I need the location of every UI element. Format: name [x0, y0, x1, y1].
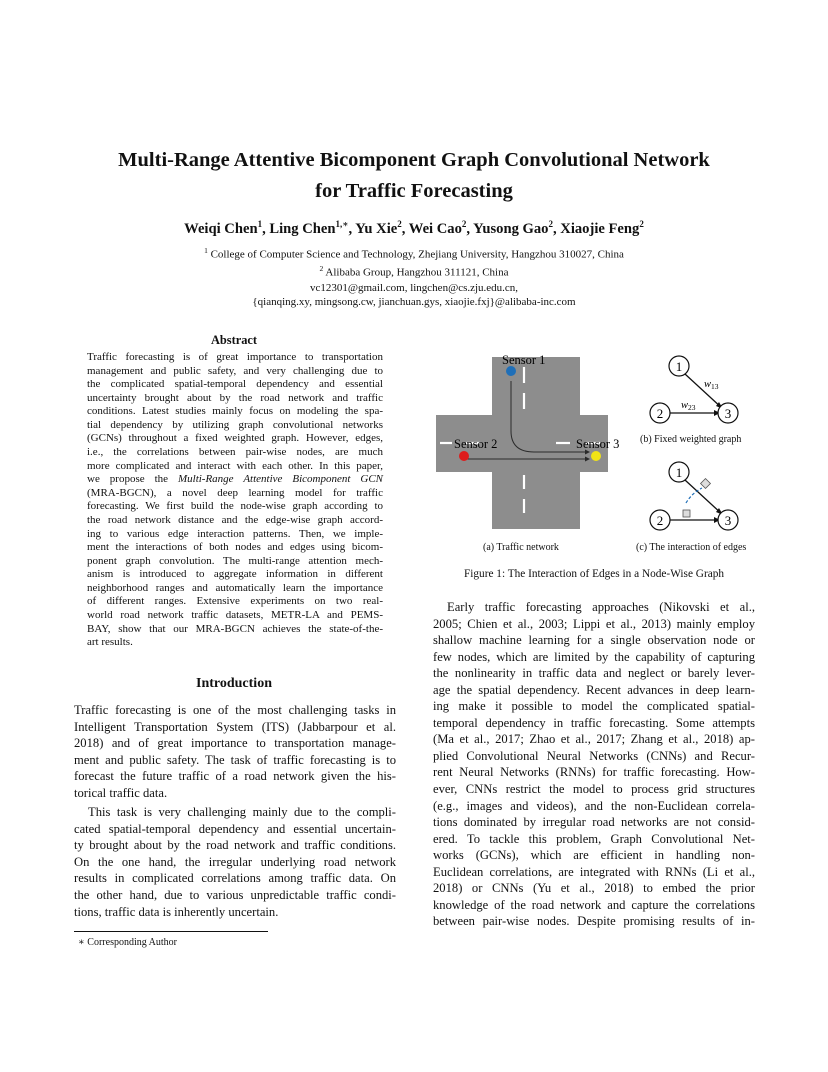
text-line: Traffic forecasting is of great importance to transportation	[87, 351, 383, 363]
text-line: Early traffic forecasting approaches (Nikovski et al.,	[447, 600, 755, 614]
subcaption-b: (b) Fixed weighted graph	[640, 434, 742, 445]
text-line: forecast the future traffic of a road network given the his-	[74, 769, 396, 784]
text-line: 2005; Chien et al., 2003; Lippi et al., 2013) mainly employ	[433, 616, 755, 631]
text-line: ment and public safety. The task of traffic forecasting is to	[74, 752, 396, 767]
node-label: 1	[675, 465, 683, 480]
text-line: neighborhood ranges and automatically learn the importance	[87, 581, 383, 594]
text-line: temporal dependency in traffic forecasting. Some attempts	[433, 715, 755, 730]
text-line: 2018) or CNNs (Yu et al., 2018) to embed the prior	[433, 881, 755, 896]
text-line: more complicated and interact with each other. In this paper,	[87, 459, 383, 472]
text-line: we propose the Multi-Range Attentive Bicomponent GCN	[87, 473, 383, 486]
sensor-1-dot	[506, 366, 516, 376]
edge-node-23	[683, 510, 690, 517]
text-line: Intelligent Transportation System (ITS) (Jabbarpour et al.	[74, 719, 396, 734]
edge-label-w23: w23	[681, 400, 696, 412]
traffic-network-diagram	[436, 353, 619, 529]
text-line: the nonlinearity in traffic data and neglect or barely lever-	[433, 666, 755, 681]
text-line: uncertainty brought about by the road network and traffic	[87, 391, 383, 404]
sensor-3-dot	[591, 451, 601, 461]
text-line: ponent graph convolution. The multi-range attention mech-	[87, 554, 383, 567]
node-label: 2	[656, 513, 664, 528]
author: Weiqi Chen$^1$	[184, 219, 263, 237]
author: Ling Chen$^{1,∗}$	[269, 219, 349, 237]
text-line: Traffic forecasting is one of the most challenging tasks in	[74, 703, 396, 717]
text-line: art results.	[87, 636, 133, 649]
figure-caption: Figure 1: The Interaction of Edges in a Node-Wise Graph	[463, 568, 725, 580]
text-line: plied Convolutional Neural Networks (CNNs) and Recur-	[433, 748, 755, 763]
author-list: Weiqi Chen$^1$, Ling Chen$^{1,∗}$, Yu Xie$^2$, Wei Cao$^2$, Yusong Gao$^2$, Xiaojie Feng$^2$	[184, 219, 644, 237]
right-column-body	[433, 599, 755, 930]
text-line: 2018) and of great importance to transportation manage-	[74, 736, 396, 751]
text-line: ty brought about by the road network and traffic conditions.	[74, 838, 396, 853]
introduction-heading: Introduction	[196, 676, 272, 691]
paragraph	[433, 599, 755, 930]
text-line: torical traffic data.	[74, 785, 168, 800]
sensor-1-label: Sensor 1	[502, 353, 546, 367]
introduction-body	[74, 702, 396, 920]
text-line: (MRA-BGCN), a novel deep learning model for traffic	[87, 486, 383, 499]
text-line: conditions. Latest studies mainly focus on modeling the spa-	[87, 405, 383, 418]
email-line: {qianqing.xy, mingsong.cw, jianchuan.gys, xiaojie.fxj}@alibaba-inc.com	[252, 296, 576, 309]
edge-node-13	[701, 479, 711, 489]
text-line: works (GCNs), which are efficient in handling non-	[433, 848, 755, 863]
text-line: forecasting. We first build the node-wise graph according to	[87, 500, 383, 513]
author: Yusong Gao$^2$	[473, 219, 553, 237]
text-line: tial dependency by utilizing graph convolutional networks	[87, 418, 383, 431]
text-line: BAY, show that our MRA-BGCN achieves the state-of-the-	[87, 622, 383, 635]
footnote-rule	[74, 931, 268, 932]
text-line: the road network distance and the edge-wise graph accord-	[87, 513, 383, 526]
text-line: between pair-wise nodes. Despite promising results of in-	[433, 914, 755, 929]
text-line: world road network traffic datasets, METR-LA and PEMS-	[87, 608, 383, 621]
text-line: anism is introduced to aggregate information in different	[87, 568, 383, 581]
title-line-2: for Traffic Forecasting	[315, 180, 513, 202]
text-line: Euclidean correlations, are integrated with RNNs (Li et al.,	[433, 864, 755, 879]
text-line: knowledge of the road network and capture the correlations	[433, 897, 755, 912]
text-line: ment the interactions of both nodes and edges using bicom-	[87, 541, 383, 554]
subcaption-c: (c) The interaction of edges	[636, 542, 747, 553]
author: Yu Xie$^2$	[355, 219, 402, 237]
text-line: (e.g., images and videos), and the non-Euclidean correla-	[433, 798, 755, 813]
text-line: i.e., the correlations between pair-wise nodes, are much	[87, 446, 383, 459]
text-line: (GCNs) throughout a fixed weighted graph. However, edges,	[87, 432, 383, 445]
fixed-weighted-graph	[650, 356, 738, 423]
node-label: 3	[724, 406, 732, 421]
sensor-2-dot	[459, 451, 469, 461]
affiliations	[60, 244, 768, 310]
text-line: ered. To tackle this problem, Graph Convolutional Net-	[433, 831, 755, 846]
text-line: rent Neural Networks (RNNs) for traffic forecasting. How-	[433, 765, 755, 780]
text-line: cated spatial-temporal dependency and essential uncertain-	[74, 821, 396, 836]
text-line: of different ranges. Extensive experiments on two real-	[87, 595, 383, 608]
node-label: 1	[675, 359, 683, 374]
text-line: the other hand, due to various unpredictable traffic condi-	[74, 888, 396, 903]
text-line: shallow machine learning for a single observation node or	[433, 633, 755, 648]
text-line: tions dominated by irregular road networks are not consid-	[433, 815, 755, 830]
text-line: management and public safety, and very challenging due to	[87, 364, 383, 377]
author: Wei Cao$^2$	[408, 219, 467, 237]
affiliation-line: $^2$ Alibaba Group, Hangzhou 311121, China	[319, 264, 509, 280]
affiliation-line: $^1$ College of Computer Science and Technology, Zhejiang University, Hangzhou 310027, China	[204, 246, 624, 261]
text-line: tions, traffic data is inherently uncertain.	[74, 904, 279, 919]
text-line: ing to various edge interaction patterns. Then, we imple-	[87, 527, 383, 540]
sensor-3-label: Sensor 3	[576, 437, 620, 451]
paper-title	[60, 145, 768, 207]
author: Xiaojie Feng$^2$	[560, 219, 644, 237]
text-line: ing make it possible to model the complicated spatial-	[433, 699, 755, 714]
node-label: 2	[656, 406, 664, 421]
text-line: age the spatial dependency. Recent advances in deep learn-	[433, 682, 755, 697]
text-line: the complicated spatial-temporal dependency and essential	[87, 378, 383, 391]
subcaption-a: (a) Traffic network	[483, 542, 559, 553]
email-line: vc12301@gmail.com, lingchen@cs.zju.edu.cn,	[309, 281, 519, 294]
text-line: On the one hand, the irregular underlying road network	[74, 854, 396, 869]
text-line: results in complicated correlations among traffic data. On	[74, 871, 396, 886]
sensor-2-label: Sensor 2	[454, 437, 498, 451]
edge-label-w13: w13	[704, 379, 719, 391]
text-line: few nodes, which are limited by the capability of capturing	[433, 649, 755, 664]
footnote: ∗ Corresponding Author	[78, 937, 178, 948]
node-label: 3	[724, 513, 732, 528]
text-line: ever, CNNs restrict the model to process grid structures	[433, 782, 755, 797]
text-line: This task is very challenging mainly due to the compli-	[88, 805, 396, 820]
text-line: (Ma et al., 2017; Zhao et al., 2017; Zhang et al., 2018) ap-	[433, 732, 755, 747]
title-line-1: Multi-Range Attentive Bicomponent Graph Convolutional Network	[118, 149, 710, 171]
abstract-body	[87, 351, 383, 650]
interaction-arc	[686, 488, 702, 503]
edge-interaction-graph	[650, 462, 738, 530]
paragraph	[74, 702, 396, 801]
paragraph	[74, 804, 396, 920]
figure-1	[430, 345, 760, 545]
abstract-heading: Abstract	[210, 333, 258, 347]
